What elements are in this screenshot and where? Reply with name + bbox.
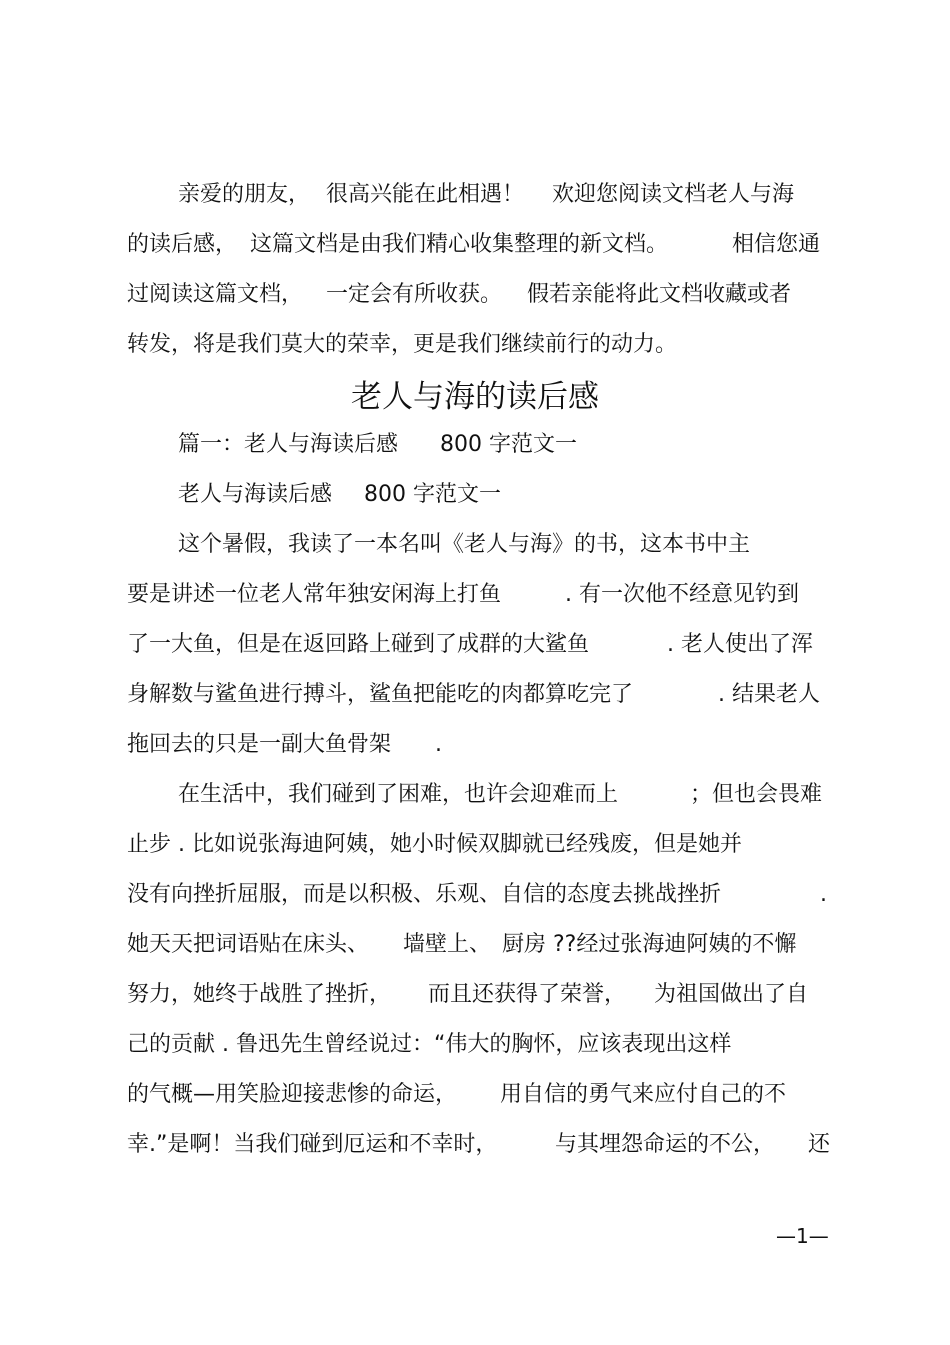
body-text: 的气概—用笑脸迎接悲惨的命运， [127,1082,458,1107]
body-text: 拖回去的只是一副大鱼骨架 [127,732,392,757]
para2-line-8 [0,1128,950,1162]
body-text: 要是讲述一位老人常年独安闲海上打鱼 [127,582,502,607]
intro-text: 的读后感， [127,232,238,257]
subheading-1 [0,428,950,462]
body-text: 墙壁上、 [403,932,492,957]
para2-line-1 [0,778,950,812]
body-text: 了一大鱼，但是在返回路上碰到了成群的大鲨鱼 [127,632,590,657]
body-text: 在生活中，我们碰到了困难，也许会迎难而上 [178,782,619,807]
intro-text: 过阅读这篇文档， [127,282,304,307]
intro-text: 转发，将是我们莫大的荣幸，更是我们继续前行的动力。 [127,332,678,357]
intro-text: 一定会有所收获。 [326,282,503,307]
intro-line-3 [0,278,950,312]
intro-line-1 [0,178,950,212]
intro-text: 很高兴能在此相遇！ [326,182,525,207]
body-text: 身解数与鲨鱼进行搏斗，鲨鱼把能吃的肉都算吃完了 [127,682,634,707]
body-text: 己的贡献 . 鲁迅先生曾经说过：“伟大的胸怀，应该表现出这样 [127,1032,732,1057]
para2-line-2 [0,828,950,862]
body-text: . 结果老人 [718,682,820,707]
body-text: 与其埋怨命运的不公， [555,1132,776,1157]
para1-line-5 [0,728,950,762]
body-text: . 老人使出了浑 [667,632,813,657]
body-text: 为祖国做出了自 [654,982,809,1007]
subheading-text: 老人与海读后感 [178,482,333,507]
body-text: 止步 . 比如说张海迪阿姨，她小时候双脚就已经残废，但是她并 [127,832,742,857]
body-text: . 有一次他不经意见钓到 [565,582,799,607]
body-text: 用自信的勇气来应付自己的不 [500,1082,787,1107]
intro-text: 假若亲能将此文档收藏或者 [527,282,792,307]
body-text: ；但也会畏难 [690,782,823,807]
intro-text: 欢迎您阅读文档老人与海 [552,182,795,207]
subheading-text: 800 字范文一 [364,482,501,507]
body-text: 努力，她终于战胜了挫折， [127,982,392,1007]
subheading-text: 篇一：老人与海读后感 [178,432,399,457]
body-text: 还 [808,1132,831,1157]
intro-text: 这篇文档是由我们精心收集整理的新文档。 [250,232,669,257]
intro-line-4 [0,328,950,362]
body-text: 没有向挫折屈服，而是以积极、乐观、自信的态度去挑战挫折 [127,882,722,907]
body-text: 这个暑假，我读了一本名叫《老人与海》的书，这本书中主 [178,532,751,557]
page-number: —1— [776,1224,829,1248]
para2-line-3 [0,878,950,912]
para1-line-4 [0,678,950,712]
body-text: 幸.”是啊！当我们碰到厄运和不幸时， [127,1132,498,1157]
document-title: 老人与海的读后感 [351,379,599,415]
para2-line-5 [0,978,950,1012]
para2-line-7 [0,1078,950,1112]
intro-text: 亲爱的朋友， [178,182,311,207]
body-text: 她天天把词语贴在床头、 [127,932,370,957]
para1-line-2 [0,578,950,612]
intro-line-2 [0,228,950,262]
body-text: 厨房 ??经过张海迪阿姨的不懈 [502,932,797,957]
subheading-text: 800 字范文一 [440,432,577,457]
body-text: 而且还获得了荣誉， [428,982,627,1007]
para2-line-4 [0,928,950,962]
para1-line-1 [0,528,950,562]
body-text: . [820,882,827,907]
para1-line-3 [0,628,950,662]
para2-line-6 [0,1028,950,1062]
intro-text: 相信您通 [732,232,821,257]
body-text: . [435,732,442,757]
subheading-2 [0,478,950,512]
